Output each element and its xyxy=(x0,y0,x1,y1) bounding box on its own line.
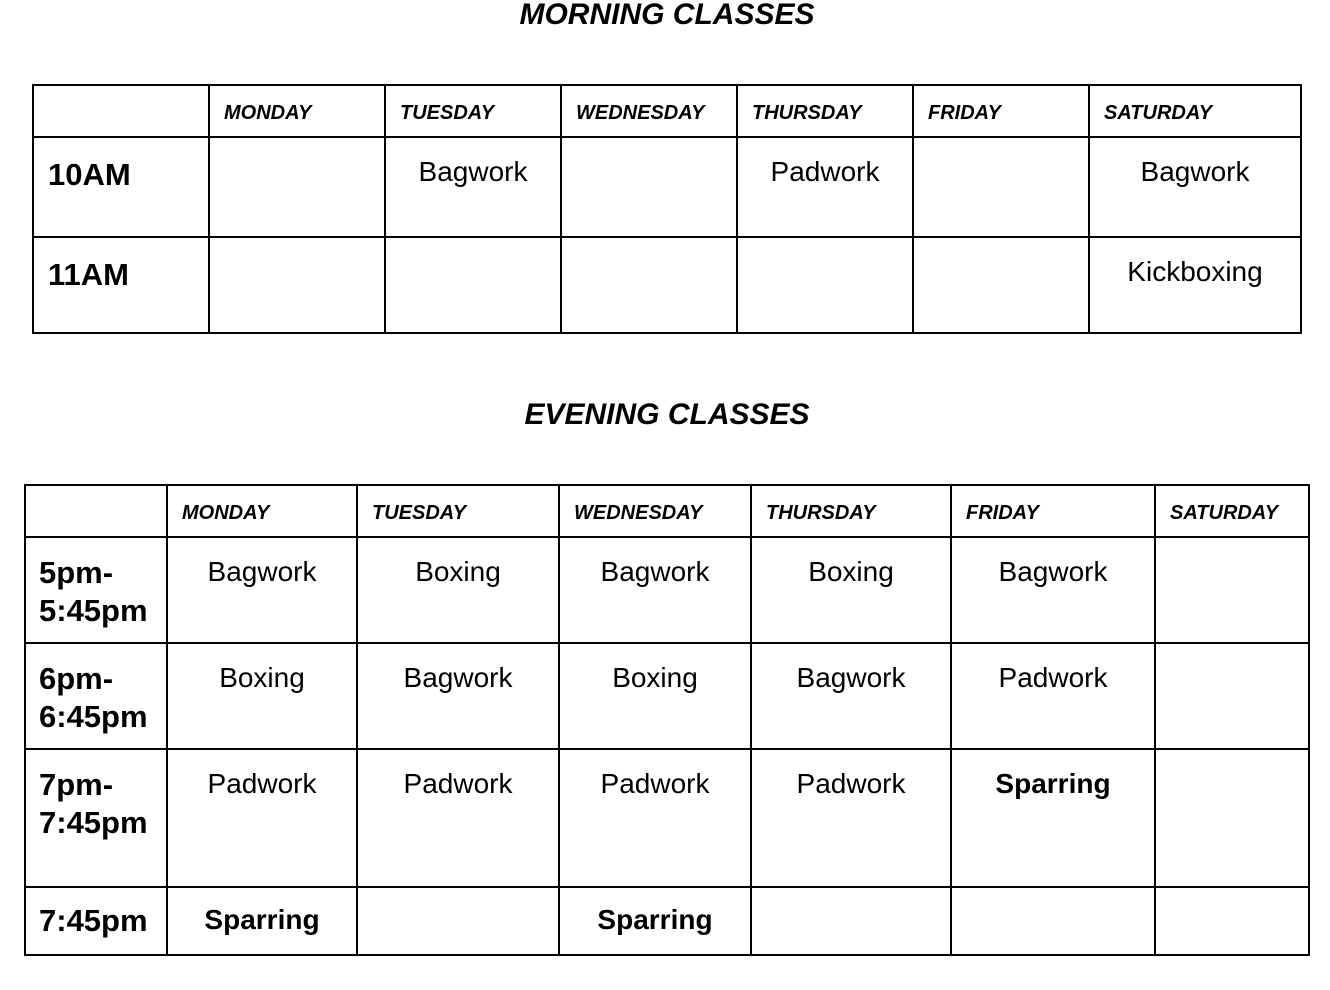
morning-corner-cell xyxy=(33,85,209,137)
class-cell xyxy=(913,237,1089,333)
class-cell: Padwork xyxy=(357,749,559,887)
class-cell xyxy=(561,237,737,333)
class-cell: Bagwork xyxy=(751,643,951,749)
class-cell-sparring: Sparring xyxy=(559,887,751,955)
time-end: 6:45pm xyxy=(39,699,148,734)
class-cell xyxy=(385,237,561,333)
evening-day-thursday: THURSDAY xyxy=(751,485,951,537)
class-cell xyxy=(561,137,737,237)
evening-classes-title: EVENING CLASSES xyxy=(524,398,810,431)
time-end: 5:45pm xyxy=(39,593,148,628)
evening-row-745pm xyxy=(25,887,1309,955)
class-cell xyxy=(357,887,559,955)
class-cell xyxy=(1155,537,1309,643)
class-cell: Boxing xyxy=(751,537,951,643)
morning-day-wednesday: WEDNESDAY xyxy=(561,85,737,137)
morning-day-saturday: SATURDAY xyxy=(1089,85,1301,137)
class-cell xyxy=(209,237,385,333)
evening-corner-cell xyxy=(25,485,167,537)
evening-day-saturday: SATURDAY xyxy=(1155,485,1309,537)
class-cell: Bagwork xyxy=(385,137,561,237)
class-cell: Padwork xyxy=(559,749,751,887)
class-cell xyxy=(209,137,385,237)
class-cell xyxy=(951,887,1155,955)
morning-classes-title: MORNING CLASSES xyxy=(519,0,815,31)
class-cell: Kickboxing xyxy=(1089,237,1301,333)
class-cell: Boxing xyxy=(167,643,357,749)
class-cell: Bagwork xyxy=(951,537,1155,643)
time-slot-label: 10AM xyxy=(33,137,209,237)
class-cell-sparring: Sparring xyxy=(951,749,1155,887)
class-cell xyxy=(1155,643,1309,749)
morning-row-10am xyxy=(33,137,1301,237)
morning-schedule-table xyxy=(32,84,1302,334)
time-slot-label: 11AM xyxy=(33,237,209,333)
morning-day-tuesday: TUESDAY xyxy=(385,85,561,137)
evening-day-tuesday: TUESDAY xyxy=(357,485,559,537)
class-cell xyxy=(913,137,1089,237)
class-cell: Boxing xyxy=(357,537,559,643)
time-end: 7:45pm xyxy=(39,805,148,840)
evening-header-row xyxy=(25,485,1309,537)
morning-day-friday: FRIDAY xyxy=(913,85,1089,137)
time-start: 5pm- xyxy=(39,555,114,590)
evening-row-7pm xyxy=(25,749,1309,887)
class-cell xyxy=(1155,887,1309,955)
class-cell: Bagwork xyxy=(357,643,559,749)
evening-day-wednesday: WEDNESDAY xyxy=(559,485,751,537)
class-cell xyxy=(737,237,913,333)
morning-header-row xyxy=(33,85,1301,137)
class-cell-sparring: Sparring xyxy=(167,887,357,955)
morning-day-thursday: THURSDAY xyxy=(737,85,913,137)
class-cell: Padwork xyxy=(751,749,951,887)
time-slot-label: 7:45pm xyxy=(25,887,167,955)
evening-day-monday: MONDAY xyxy=(167,485,357,537)
class-cell xyxy=(1155,749,1309,887)
evening-day-friday: FRIDAY xyxy=(951,485,1155,537)
time-start: 6pm- xyxy=(39,661,114,696)
evening-schedule-table xyxy=(24,484,1310,956)
evening-row-5pm xyxy=(25,537,1309,643)
class-cell: Bagwork xyxy=(1089,137,1301,237)
time-slot-label xyxy=(25,643,167,749)
class-cell: Boxing xyxy=(559,643,751,749)
morning-day-monday: MONDAY xyxy=(209,85,385,137)
time-slot-label xyxy=(25,749,167,887)
class-cell: Padwork xyxy=(951,643,1155,749)
class-cell xyxy=(751,887,951,955)
class-cell: Bagwork xyxy=(559,537,751,643)
time-start: 7pm- xyxy=(39,767,114,802)
morning-row-11am xyxy=(33,237,1301,333)
class-cell: Padwork xyxy=(737,137,913,237)
evening-row-6pm xyxy=(25,643,1309,749)
time-slot-label xyxy=(25,537,167,643)
class-cell: Padwork xyxy=(167,749,357,887)
class-cell: Bagwork xyxy=(167,537,357,643)
